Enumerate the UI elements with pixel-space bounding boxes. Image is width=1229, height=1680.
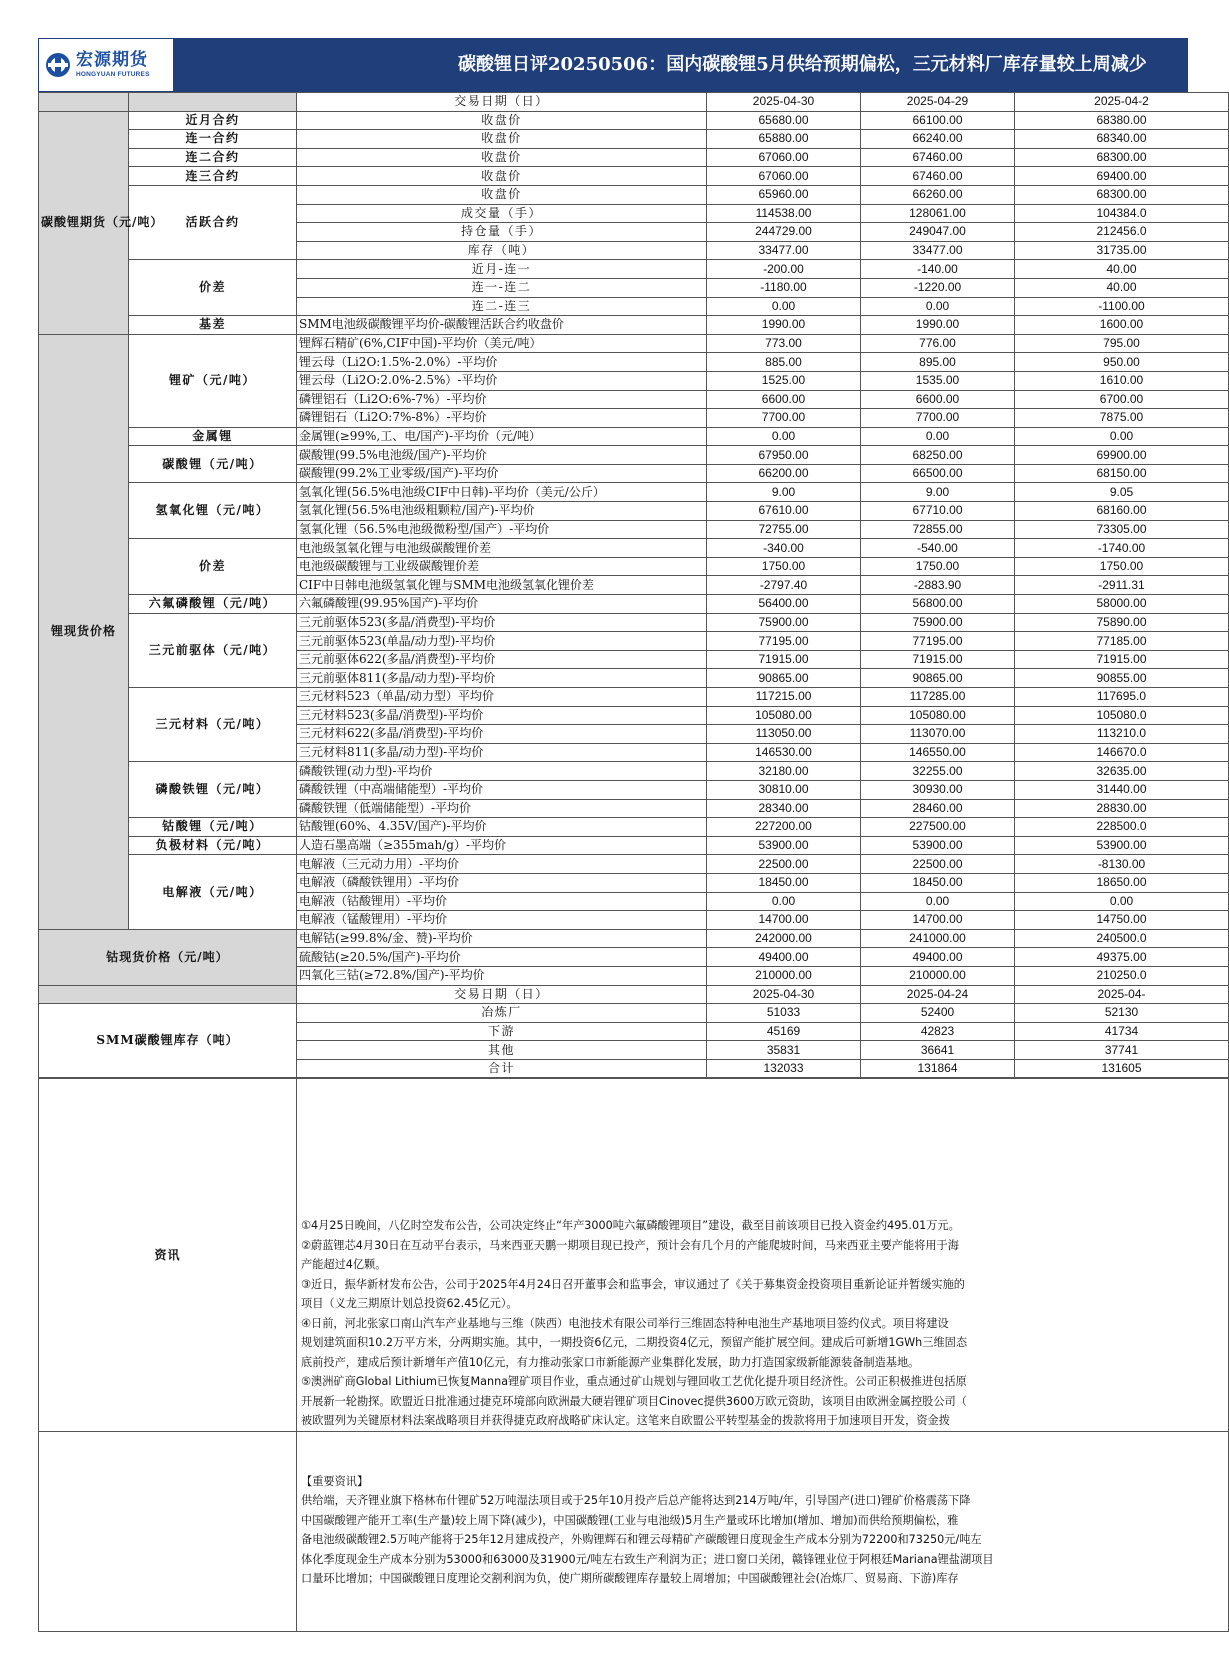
analysis-line: 口量环比增加；中国碳酸锂日度理论交割利润为负，使广期所碳酸锂库存量较上周增加；中国碳酸锂社会(冶炼厂、贸易商、下游)库存 — [301, 1572, 959, 1586]
value-cell: 18450.00 — [861, 873, 1015, 892]
value-cell: 105080.00 — [861, 706, 1015, 725]
value-cell: 6700.00 — [1015, 390, 1229, 409]
item-name: 电解钴(≥99.8%/金、赞)-平均价 — [297, 929, 707, 948]
value-cell: 228500.0 — [1015, 818, 1229, 837]
item-name: 磷酸铁锂（低端储能型）-平均价 — [297, 799, 707, 818]
item-name: 三元前驱体811(多晶/动力型)-平均价 — [297, 669, 707, 688]
item-name: 电池级氢氧化锂与电池级碳酸锂价差 — [297, 539, 707, 558]
value-cell: 53900.00 — [707, 836, 861, 855]
item-name: 金属锂(≥99%,工、电/国产)-平均价（元/吨） — [297, 427, 707, 446]
date-cell: 2025-04- — [1015, 985, 1229, 1004]
value-cell: 37741 — [1015, 1041, 1229, 1060]
value-cell: 66100.00 — [861, 111, 1015, 130]
value-cell: 77195.00 — [707, 632, 861, 651]
value-cell: 69900.00 — [1015, 446, 1229, 465]
value-cell: 105080.00 — [707, 706, 861, 725]
value-cell: 9.00 — [707, 483, 861, 502]
inventory-row — [39, 1004, 1229, 1023]
value-cell: 32255.00 — [861, 762, 1015, 781]
futures-row — [39, 167, 1229, 186]
value-cell: 73305.00 — [1015, 520, 1229, 539]
spot-group-name: 电解液（元/吨） — [129, 855, 297, 929]
value-cell: -2797.40 — [707, 576, 861, 595]
report-title: 碳酸锂日评20250506：国内碳酸锂5月供给预期偏松，三元材料厂库存量较上周减少 — [458, 54, 1147, 75]
news-content — [297, 1079, 1229, 1432]
date-label: 交易日期（日） — [297, 985, 707, 1004]
value-cell: 49400.00 — [707, 948, 861, 967]
value-cell: 49375.00 — [1015, 948, 1229, 967]
blank-cell — [129, 93, 297, 112]
value-cell: 71915.00 — [707, 650, 861, 669]
analysis-line: 体化季度现金生产成本分别为53000和63000及31900元/吨左右致生产利润为正；进口窗口关闭，赣锋锂业位于阿根廷Mariana锂盐湖项目 — [301, 1552, 994, 1566]
value-cell: 53900.00 — [861, 836, 1015, 855]
news-line: 产能超过4亿颗。 — [301, 1258, 387, 1272]
value-cell: 950.00 — [1015, 353, 1229, 372]
item-name: 连二-连三 — [297, 297, 707, 316]
spot-row — [39, 595, 1229, 614]
value-cell: 113050.00 — [707, 725, 861, 744]
value-cell: 67610.00 — [707, 502, 861, 521]
item-name: 电解液（三元动力用）-平均价 — [297, 855, 707, 874]
value-cell: 9.00 — [861, 483, 1015, 502]
spot-row — [39, 613, 1229, 632]
value-cell: 1750.00 — [861, 557, 1015, 576]
news-line: ⑤澳洲矿商Global Lithium已恢复Manna锂矿项目作业，重点通过矿山规划与锂回收工艺优化提升项目经济性。公司正积极推进包括原 — [301, 1375, 967, 1389]
date-cell: 2025-04-30 — [707, 985, 861, 1004]
date-cell: 2025-04-24 — [861, 985, 1015, 1004]
news-label: 资讯 — [39, 1079, 297, 1432]
item-name: 连一-连二 — [297, 278, 707, 297]
value-cell: 1535.00 — [861, 371, 1015, 390]
value-cell: 1750.00 — [707, 557, 861, 576]
value-cell: 67710.00 — [861, 502, 1015, 521]
item-name: 氢氧化锂（56.5%电池级微粉型/国产）-平均价 — [297, 520, 707, 539]
item-name: 其他 — [297, 1041, 707, 1060]
report-page — [38, 38, 1188, 1632]
value-cell: 72855.00 — [861, 520, 1015, 539]
item-name: 收盘价 — [297, 111, 707, 130]
date-cell: 2025-04-2 — [1015, 93, 1229, 112]
news-line: 被欧盟列为关键原材料法案战略项目并获得捷克政府战略矿床认定。这笔来自欧盟公平转型基金的拨款将用于加速项目开发，资金拨 — [301, 1414, 950, 1428]
value-cell: 32180.00 — [707, 762, 861, 781]
value-cell: 56800.00 — [861, 595, 1015, 614]
news-line: 底前投产，建成后预计新增年产值10亿元，有力推动张家口市新能源产业集群化发展，助力打造国家级新能源装备制造基地。 — [301, 1355, 920, 1369]
item-name: 磷锂铝石（Li2O:6%-7%）-平均价 — [297, 390, 707, 409]
value-cell: 65880.00 — [707, 130, 861, 149]
value-cell: 75900.00 — [861, 613, 1015, 632]
value-cell: 28340.00 — [707, 799, 861, 818]
hongyuan-logo-icon — [45, 52, 71, 78]
value-cell: 212456.0 — [1015, 223, 1229, 242]
value-cell: 40.00 — [1015, 260, 1229, 279]
value-cell: 66500.00 — [861, 464, 1015, 483]
spot-group-name: 钴酸锂（元/吨） — [129, 818, 297, 837]
item-name: 三元前驱体622(多晶/消费型)-平均价 — [297, 650, 707, 669]
value-cell: 18450.00 — [707, 873, 861, 892]
value-cell: 795.00 — [1015, 334, 1229, 353]
value-cell: 30810.00 — [707, 780, 861, 799]
inventory-date-row — [39, 985, 1229, 1004]
logo-english-name: HONGYUAN FUTURES — [76, 70, 150, 78]
item-name: 磷酸铁锂(动力型)-平均价 — [297, 762, 707, 781]
item-name: 收盘价 — [297, 148, 707, 167]
value-cell: 71915.00 — [861, 650, 1015, 669]
value-cell: 69400.00 — [1015, 167, 1229, 186]
active-contract-group: 活跃合约 — [129, 185, 297, 259]
value-cell: 1750.00 — [1015, 557, 1229, 576]
item-name: 持仓量（手） — [297, 223, 707, 242]
item-name: 电解液（钴酸锂用）-平均价 — [297, 892, 707, 911]
value-cell: 67460.00 — [861, 167, 1015, 186]
value-cell: 241000.00 — [861, 929, 1015, 948]
value-cell: 227500.00 — [861, 818, 1015, 837]
item-name: 锂云母（Li2O:2.0%-2.5%）-平均价 — [297, 371, 707, 390]
spot-category: 锂现货价格 — [39, 334, 129, 929]
blank-cell — [39, 93, 129, 112]
item-name: 三元前驱体523(单晶/动力型)-平均价 — [297, 632, 707, 651]
value-cell: 67060.00 — [707, 167, 861, 186]
futures-row — [39, 111, 1229, 130]
value-cell: 113210.0 — [1015, 725, 1229, 744]
item-name: 锂云母（Li2O:1.5%-2.0%）-平均价 — [297, 353, 707, 372]
item-name: 磷酸铁锂（中高端储能型）-平均价 — [297, 780, 707, 799]
news-table — [38, 1078, 1229, 1632]
value-cell: 6600.00 — [707, 390, 861, 409]
value-cell: -8130.00 — [1015, 855, 1229, 874]
value-cell: 30930.00 — [861, 780, 1015, 799]
value-cell: 128061.00 — [861, 204, 1015, 223]
value-cell: 1990.00 — [707, 316, 861, 335]
value-cell: 49400.00 — [861, 948, 1015, 967]
value-cell: 31440.00 — [1015, 780, 1229, 799]
brand-logo — [38, 38, 174, 92]
value-cell: 776.00 — [861, 334, 1015, 353]
item-name: 六氟磷酸锂(99.95%国产)-平均价 — [297, 595, 707, 614]
value-cell: 131864 — [861, 1059, 1015, 1078]
basis-row — [39, 316, 1229, 335]
value-cell: 71915.00 — [1015, 650, 1229, 669]
value-cell: 33477.00 — [861, 241, 1015, 260]
value-cell: 242000.00 — [707, 929, 861, 948]
contract-name: 近月合约 — [129, 111, 297, 130]
value-cell: 52130 — [1015, 1004, 1229, 1023]
value-cell: 33477.00 — [707, 241, 861, 260]
value-cell: -540.00 — [861, 539, 1015, 558]
value-cell: 65960.00 — [707, 185, 861, 204]
value-cell: 40.00 — [1015, 278, 1229, 297]
item-name: 氢氧化锂(56.5%电池级CIF中日韩)-平均价（美元/公斤） — [297, 483, 707, 502]
item-name: 电解液（锰酸锂用）-平均价 — [297, 911, 707, 930]
date-cell: 2025-04-29 — [861, 93, 1015, 112]
value-cell: 132033 — [707, 1059, 861, 1078]
value-cell: 68250.00 — [861, 446, 1015, 465]
value-cell: 1525.00 — [707, 371, 861, 390]
news-line: 规划建筑面积10.2万平方米，分两期实施。其中，一期投资6亿元，二期投资4亿元，预留产能扩展空间。建成后可新增1GWh三维固态 — [301, 1336, 968, 1350]
value-cell: -340.00 — [707, 539, 861, 558]
value-cell: 42823 — [861, 1022, 1015, 1041]
value-cell: 0.00 — [1015, 427, 1229, 446]
value-cell: 210000.00 — [707, 966, 861, 985]
report-header — [38, 38, 1188, 92]
contract-name: 连一合约 — [129, 130, 297, 149]
spread-group: 价差 — [129, 260, 297, 316]
value-cell: 0.00 — [861, 427, 1015, 446]
value-cell: 114538.00 — [707, 204, 861, 223]
item-name: 三元材料523（单晶/动力型）平均价 — [297, 688, 707, 707]
item-name: 电池级碳酸锂与工业级碳酸锂价差 — [297, 557, 707, 576]
value-cell: -140.00 — [861, 260, 1015, 279]
value-cell: 117215.00 — [707, 688, 861, 707]
value-cell: 45169 — [707, 1022, 861, 1041]
futures-row — [39, 130, 1229, 149]
price-table — [38, 92, 1229, 1078]
value-cell: 31735.00 — [1015, 241, 1229, 260]
spot-group-name: 负极材料（元/吨） — [129, 836, 297, 855]
value-cell: 773.00 — [707, 334, 861, 353]
spot-row — [39, 446, 1229, 465]
value-cell: 227200.00 — [707, 818, 861, 837]
inventory-category: SMM碳酸锂库存（吨） — [39, 1004, 297, 1078]
value-cell: 67060.00 — [707, 148, 861, 167]
item-name: 三元材料523(多晶/消费型)-平均价 — [297, 706, 707, 725]
value-cell: 0.00 — [707, 427, 861, 446]
value-cell: 895.00 — [861, 353, 1015, 372]
spot-group-name: 价差 — [129, 539, 297, 595]
spot-row — [39, 334, 1229, 353]
analysis-line: 供给端，天齐锂业旗下格林布什锂矿52万吨湿法项目或于25年10月投产后总产能将达到214万吨/年，引导国产(进口)锂矿价格震荡下降 — [301, 1494, 971, 1508]
value-cell: 244729.00 — [707, 223, 861, 242]
value-cell: 6600.00 — [861, 390, 1015, 409]
value-cell: 9.05 — [1015, 483, 1229, 502]
item-name: 碳酸锂(99.5%电池级/国产)-平均价 — [297, 446, 707, 465]
value-cell: 36641 — [861, 1041, 1015, 1060]
item-name: 近月-连一 — [297, 260, 707, 279]
value-cell: 90855.00 — [1015, 669, 1229, 688]
spot-row — [39, 688, 1229, 707]
value-cell: 117285.00 — [861, 688, 1015, 707]
news-line: ②蔚蓝锂芯4月30日在互动平台表示，马来西亚天鹏一期项目现已投产，预计会有几个月的产能爬坡时间，马来西亚主要产能将用于海 — [301, 1238, 959, 1252]
value-cell: 35831 — [707, 1041, 861, 1060]
value-cell: -1220.00 — [861, 278, 1015, 297]
futures-category: 碳酸锂期货（元/吨） — [39, 111, 129, 334]
value-cell: 249047.00 — [861, 223, 1015, 242]
news-line: ①4月25日晚间，八亿时空发布公告，公司决定终止“年产3000吨六氟磷酸锂项目”建设，截至目前该项目已投入资金约495.01万元。 — [301, 1219, 960, 1233]
value-cell: 0.00 — [707, 297, 861, 316]
value-cell: 146550.00 — [861, 743, 1015, 762]
value-cell: 210250.0 — [1015, 966, 1229, 985]
item-name: SMM电池级碳酸锂平均价-碳酸锂活跃合约收盘价 — [297, 316, 707, 335]
value-cell: 67460.00 — [861, 148, 1015, 167]
analysis-line: 备电池级碳酸锂2.5万吨产能将于25年12月建成投产，外购锂辉石和锂云母精矿产碳酸锂日度现金生产成本分别为72200和73250元/吨左 — [301, 1533, 982, 1547]
date-header-row — [39, 93, 1229, 112]
value-cell: 51033 — [707, 1004, 861, 1023]
value-cell: 68340.00 — [1015, 130, 1229, 149]
value-cell: 68300.00 — [1015, 148, 1229, 167]
value-cell: 1600.00 — [1015, 316, 1229, 335]
value-cell: 75900.00 — [707, 613, 861, 632]
value-cell: 210000.00 — [861, 966, 1015, 985]
spot-group-name: 金属锂 — [129, 427, 297, 446]
value-cell: -1740.00 — [1015, 539, 1229, 558]
value-cell: -1100.00 — [1015, 297, 1229, 316]
value-cell: 104384.0 — [1015, 204, 1229, 223]
analysis-label — [39, 1431, 297, 1631]
value-cell: 7875.00 — [1015, 409, 1229, 428]
value-cell: 146670.0 — [1015, 743, 1229, 762]
value-cell: 1610.00 — [1015, 371, 1229, 390]
value-cell: 113070.00 — [861, 725, 1015, 744]
value-cell: 77185.00 — [1015, 632, 1229, 651]
news-line: ④日前，河北张家口南山汽车产业基地与三维（陕西）电池技术有限公司举行三维固态特种电池生产基地项目签约仪式。项目将建设 — [301, 1316, 949, 1330]
active-contract-row — [39, 185, 1229, 204]
value-cell: 66260.00 — [861, 185, 1015, 204]
item-name: 三元材料622(多晶/消费型)-平均价 — [297, 725, 707, 744]
value-cell: 240500.0 — [1015, 929, 1229, 948]
spot-group-name: 三元前驱体（元/吨） — [129, 613, 297, 687]
value-cell: -200.00 — [707, 260, 861, 279]
value-cell: -2883.90 — [861, 576, 1015, 595]
item-name: 碳酸锂(99.2%工业零级/国产)-平均价 — [297, 464, 707, 483]
value-cell: 117695.0 — [1015, 688, 1229, 707]
spot-row — [39, 483, 1229, 502]
value-cell: 75890.00 — [1015, 613, 1229, 632]
item-name: 成交量（手） — [297, 204, 707, 223]
value-cell: -1180.00 — [707, 278, 861, 297]
spot-group-name: 锂矿（元/吨） — [129, 334, 297, 427]
analysis-line: 中国碳酸锂产能开工率(生产量)较上周下降(减少)，中国碳酸锂(工业与电池级)5月生产量或环比增加(增加、增加)而供给预期偏松，雅 — [301, 1513, 959, 1527]
value-cell: 56400.00 — [707, 595, 861, 614]
analysis-heading: 【重要资讯】 — [301, 1474, 369, 1488]
value-cell: 0.00 — [1015, 892, 1229, 911]
value-cell: 52400 — [861, 1004, 1015, 1023]
value-cell: 0.00 — [861, 892, 1015, 911]
item-name: 收盘价 — [297, 185, 707, 204]
analysis-content — [297, 1431, 1229, 1631]
contract-name: 连三合约 — [129, 167, 297, 186]
value-cell: 68160.00 — [1015, 502, 1229, 521]
value-cell: 131605 — [1015, 1059, 1229, 1078]
value-cell: 885.00 — [707, 353, 861, 372]
news-line: ③近日，振华新材发布公告，公司于2025年4月24日召开董事会和监事会，审议通过了《关于募集资金投资项目重新论证并暂缓实施的 — [301, 1277, 965, 1291]
item-name: 收盘价 — [297, 167, 707, 186]
value-cell: 65680.00 — [707, 111, 861, 130]
value-cell: 14750.00 — [1015, 911, 1229, 930]
value-cell: 32635.00 — [1015, 762, 1229, 781]
value-cell: 77195.00 — [861, 632, 1015, 651]
date-cell: 2025-04-30 — [707, 93, 861, 112]
news-line: 开展新一轮勘探。欧盟近日批准通过捷克环境部向欧洲最大硬岩锂矿项目Cinovec提供3600万欧元资助，该项目由欧洲金属控股公司（ — [301, 1394, 967, 1408]
item-name: 磷锂铝石（Li2O:7%-8%）-平均价 — [297, 409, 707, 428]
cobalt-category: 钴现货价格（元/吨） — [39, 929, 297, 985]
value-cell: 41734 — [1015, 1022, 1229, 1041]
value-cell: 1990.00 — [861, 316, 1015, 335]
basis-group: 基差 — [129, 316, 297, 335]
value-cell: 0.00 — [707, 892, 861, 911]
item-name: 氢氧化锂(56.5%电池级粗颗粒/国产)-平均价 — [297, 502, 707, 521]
item-name: 硫酸钴(≥20.5%/国产)-平均价 — [297, 948, 707, 967]
cobalt-row — [39, 929, 1229, 948]
item-name: 锂辉石精矿(6%,CIF中国)-平均价（美元/吨） — [297, 334, 707, 353]
item-name: 三元前驱体523(多晶/消费型)-平均价 — [297, 613, 707, 632]
value-cell: 14700.00 — [707, 911, 861, 930]
logo-chinese-name: 宏源期货 — [76, 49, 148, 70]
value-cell: 67950.00 — [707, 446, 861, 465]
value-cell: 58000.00 — [1015, 595, 1229, 614]
spot-group-name: 三元材料（元/吨） — [129, 688, 297, 762]
value-cell: 90865.00 — [861, 669, 1015, 688]
item-name: 库存（吨） — [297, 241, 707, 260]
value-cell: 66200.00 — [707, 464, 861, 483]
value-cell: 66240.00 — [861, 130, 1015, 149]
item-name: 人造石墨高端（≥355mah/g）-平均价 — [297, 836, 707, 855]
spread-row — [39, 260, 1229, 279]
spot-group-name: 磷酸铁锂（元/吨） — [129, 762, 297, 818]
item-name: 收盘价 — [297, 130, 707, 149]
item-name: 冶炼厂 — [297, 1004, 707, 1023]
item-name: 钴酸锂(60%、4.35V/国产)-平均价 — [297, 818, 707, 837]
spot-row — [39, 836, 1229, 855]
spot-row — [39, 818, 1229, 837]
value-cell: 68150.00 — [1015, 464, 1229, 483]
item-name: 电解液（磷酸铁锂用）-平均价 — [297, 873, 707, 892]
value-cell: 7700.00 — [707, 409, 861, 428]
spot-group-name: 六氟磷酸锂（元/吨） — [129, 595, 297, 614]
value-cell: -2911.31 — [1015, 576, 1229, 595]
value-cell: 28830.00 — [1015, 799, 1229, 818]
value-cell: 68380.00 — [1015, 111, 1229, 130]
value-cell: 0.00 — [861, 297, 1015, 316]
date-label: 交易日期（日） — [297, 93, 707, 112]
value-cell: 22500.00 — [707, 855, 861, 874]
contract-name: 连二合约 — [129, 148, 297, 167]
value-cell: 53900.00 — [1015, 836, 1229, 855]
spot-row — [39, 539, 1229, 558]
item-name: 合计 — [297, 1059, 707, 1078]
value-cell: 72755.00 — [707, 520, 861, 539]
spot-row — [39, 427, 1229, 446]
value-cell: 146530.00 — [707, 743, 861, 762]
value-cell: 7700.00 — [861, 409, 1015, 428]
futures-row — [39, 148, 1229, 167]
blank-cell — [39, 985, 297, 1004]
value-cell: 68300.00 — [1015, 185, 1229, 204]
value-cell: 18650.00 — [1015, 873, 1229, 892]
spot-group-name: 碳酸锂（元/吨） — [129, 446, 297, 483]
spot-row — [39, 762, 1229, 781]
item-name: CIF中日韩电池级氢氧化锂与SMM电池级氢氧化锂价差 — [297, 576, 707, 595]
value-cell: 105080.0 — [1015, 706, 1229, 725]
spot-row — [39, 855, 1229, 874]
item-name: 下游 — [297, 1022, 707, 1041]
value-cell: 14700.00 — [861, 911, 1015, 930]
value-cell: 28460.00 — [861, 799, 1015, 818]
item-name: 四氧化三钴(≥72.8%/国产)-平均价 — [297, 966, 707, 985]
value-cell: 90865.00 — [707, 669, 861, 688]
spot-group-name: 氢氧化锂（元/吨） — [129, 483, 297, 539]
value-cell: 22500.00 — [861, 855, 1015, 874]
item-name: 三元材料811(多晶/动力型)-平均价 — [297, 743, 707, 762]
news-line: 项目（义龙三期原计划总投资62.45亿元）。 — [301, 1297, 518, 1311]
